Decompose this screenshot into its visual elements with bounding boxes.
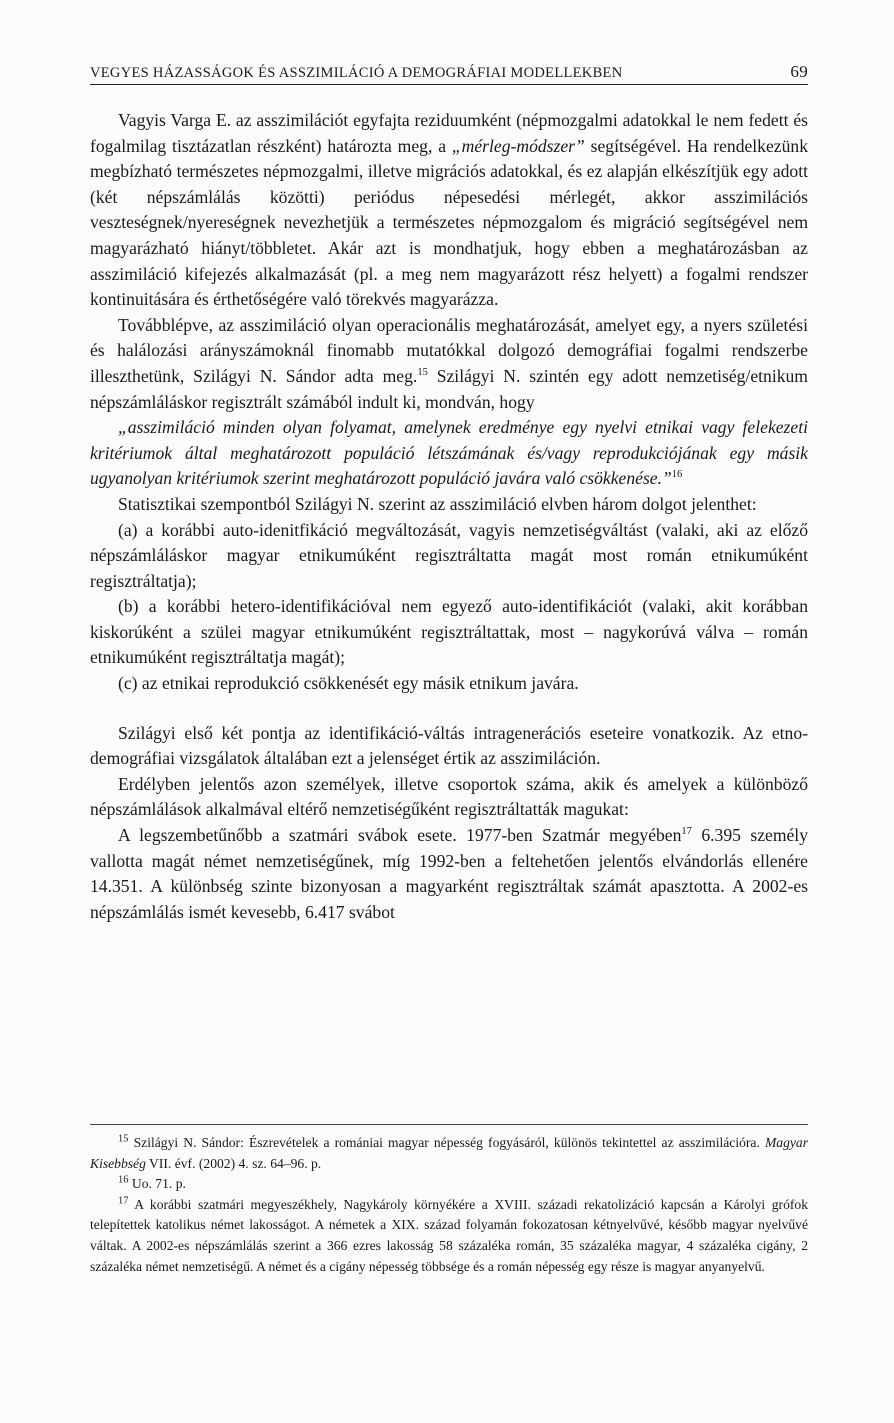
footnote-divider [90,1124,808,1125]
running-header [90,62,808,85]
list-item-a: (a) a korábbi auto-idenitfikáció megváltozását, vagyis nemzetiségváltást (valaki, aki az előző népszámláláskor magyar etnikumúként regisztráltatta magát most román etnikumúként regisztráltatja); [90,519,808,591]
footnotes [90,1133,808,1277]
footnote-16: $^{16}$ Uo. 71. p. [118,1174,186,1192]
footnote-ref-17[interactable]: 17 [681,826,692,838]
footnote-15: $^{15}$ Szilágyi N. Sándor: Észrevételek a romániai magyar népesség fogyásáról, különös tekintettel az asszimilációra. Magyar Kisebbség VII. évf. (2002) 4. sz. 64–96. p. [90,1133,808,1171]
merleg-modszer-term: „mérleg-módszer” [451,135,585,156]
page-number: 69 [790,62,808,81]
paragraph-3: Statisztikai szempontból Szilágyi N. szerint az asszimiláció elvben három dolgot jelenthet: [118,493,757,514]
main-text [90,108,808,925]
paragraph-4: Szilágyi első két pontja az identifikáció-váltás intragenerációs eseteire vonatkozik. Az etno-demográfiai vizsgálatok általában ezt a jelenséget értik az asszimiláción. [90,722,808,769]
paragraph-2: Továbblépve, az asszimiláció olyan operacionális meghatározását, amelyet egy, a nyers születési és halálozási arányszámoknál finomabb mutatókkal dolgozó demográfiai fogalmi rendszerbe illeszthetünk, Szilágyi N. Sándor adta meg.$^{15}$ Szilágyi N. szintén egy adott nemzetiség/etnikum népszámláláskor regisztrált számából indult ki, mondván, hogy [90,314,808,412]
footnote-ref-15[interactable]: 15 [417,367,428,379]
list-item-c: (c) az etnikai reprodukció csökkenését egy másik etnikum javára. [118,673,579,694]
list-item-b: (b) a korábbi hetero-identifikációval nem egyező auto-identifikációt (valaki, akit korábban kiskorúként a szülei magyar etnikumúként regisztráltattak, most – nagykorúvá válva – román etnikumúként regisztráltatja magát); [90,596,808,668]
paragraph-5: Erdélyben jelentős azon személyek, illetve csoportok száma, akik és amelyek a különböző népszámlálások alkalmával eltérő nemzetiségűként regisztráltatták magukat: [90,773,808,820]
footnote-ref-16[interactable]: 16 [671,469,683,481]
footnote-17: $^{17}$ A korábbi szatmári megyeszékhely, Nagykároly környékére a XVIII. századi rekatolizáció kapcsán a Károlyi grófok telepítettek katolikus német lakosságot. A németek a XIX. század folyamán fokozatosan kétnyelvűvé, később magyar nyelvűvé váltak. A 2002-es népszámlálás szerint a 366 ezres lakosság 58 százaléka román, 35 százaléka magyar, 4 százaléka cigány, 2 százaléka német nemzetiségű. A német és a cigány népesség többsége és a román népesség egy része is magyar anyanyelvű. [90,1195,808,1274]
paragraph-6: A legszembetűnőbb a szatmári svábok esete. 1977-ben Szatmár megyében$^{17}$ 6.395 személy vallotta magát német nemzetiségűnek, míg 1992-ben a feltehetően jelentős elvándorlás ellenére 14.351. A különbség szinte bizonyosan a magyarként regisztráltak számát apasztotta. A 2002-es népszámlálás ismét kevesebb, 6.417 svábot [90,825,808,922]
block-quote: „asszimiláció minden olyan folyamat, amelynek eredménye egy nyelvi etnikai vagy felekezeti kritériumok által meghatározott populáció létszámának és/vagy reprodukciójának egy másik ugyanolyan kritériumok szerint meghatározott populáció javára való csökkenése.”$^{16}$ [90,417,808,489]
section-gap [90,697,808,721]
running-title: VEGYES HÁZASSÁGOK ÉS ASSZIMILÁCIÓ A DEMOGRÁFIAI MODELLEKBEN [90,65,623,81]
paragraph-1: Vagyis Varga E. az asszimilációt egyfajta reziduumként (népmozgalmi adatokkal le nem fedett és fogalmilag tisztázatlan részként) határozta meg, a „mérleg-módszer” segítségével. Ha rendelkezünk megbízható természetes népmozgalmi, illetve migrációs adatokkal, és ez alapján elkészítjük egy adott (két népszámlálás közötti) periódus népesedési mérlegét, akkor asszimilációs veszteségnek/nyereségnek nevezhetjük a természetes népmozgalom és migráció segítségével nem magyarázható hiányt/többletet. Akár azt is mondhatjuk, hogy ebben a meghatározásban az asszimiláció kifejezés alkalmazását (pl. a meg nem magyarázott rész helyett) a fogalmi rendszer kontinuitására és érthetőségére való törekvés magyarázza. [90,110,808,310]
